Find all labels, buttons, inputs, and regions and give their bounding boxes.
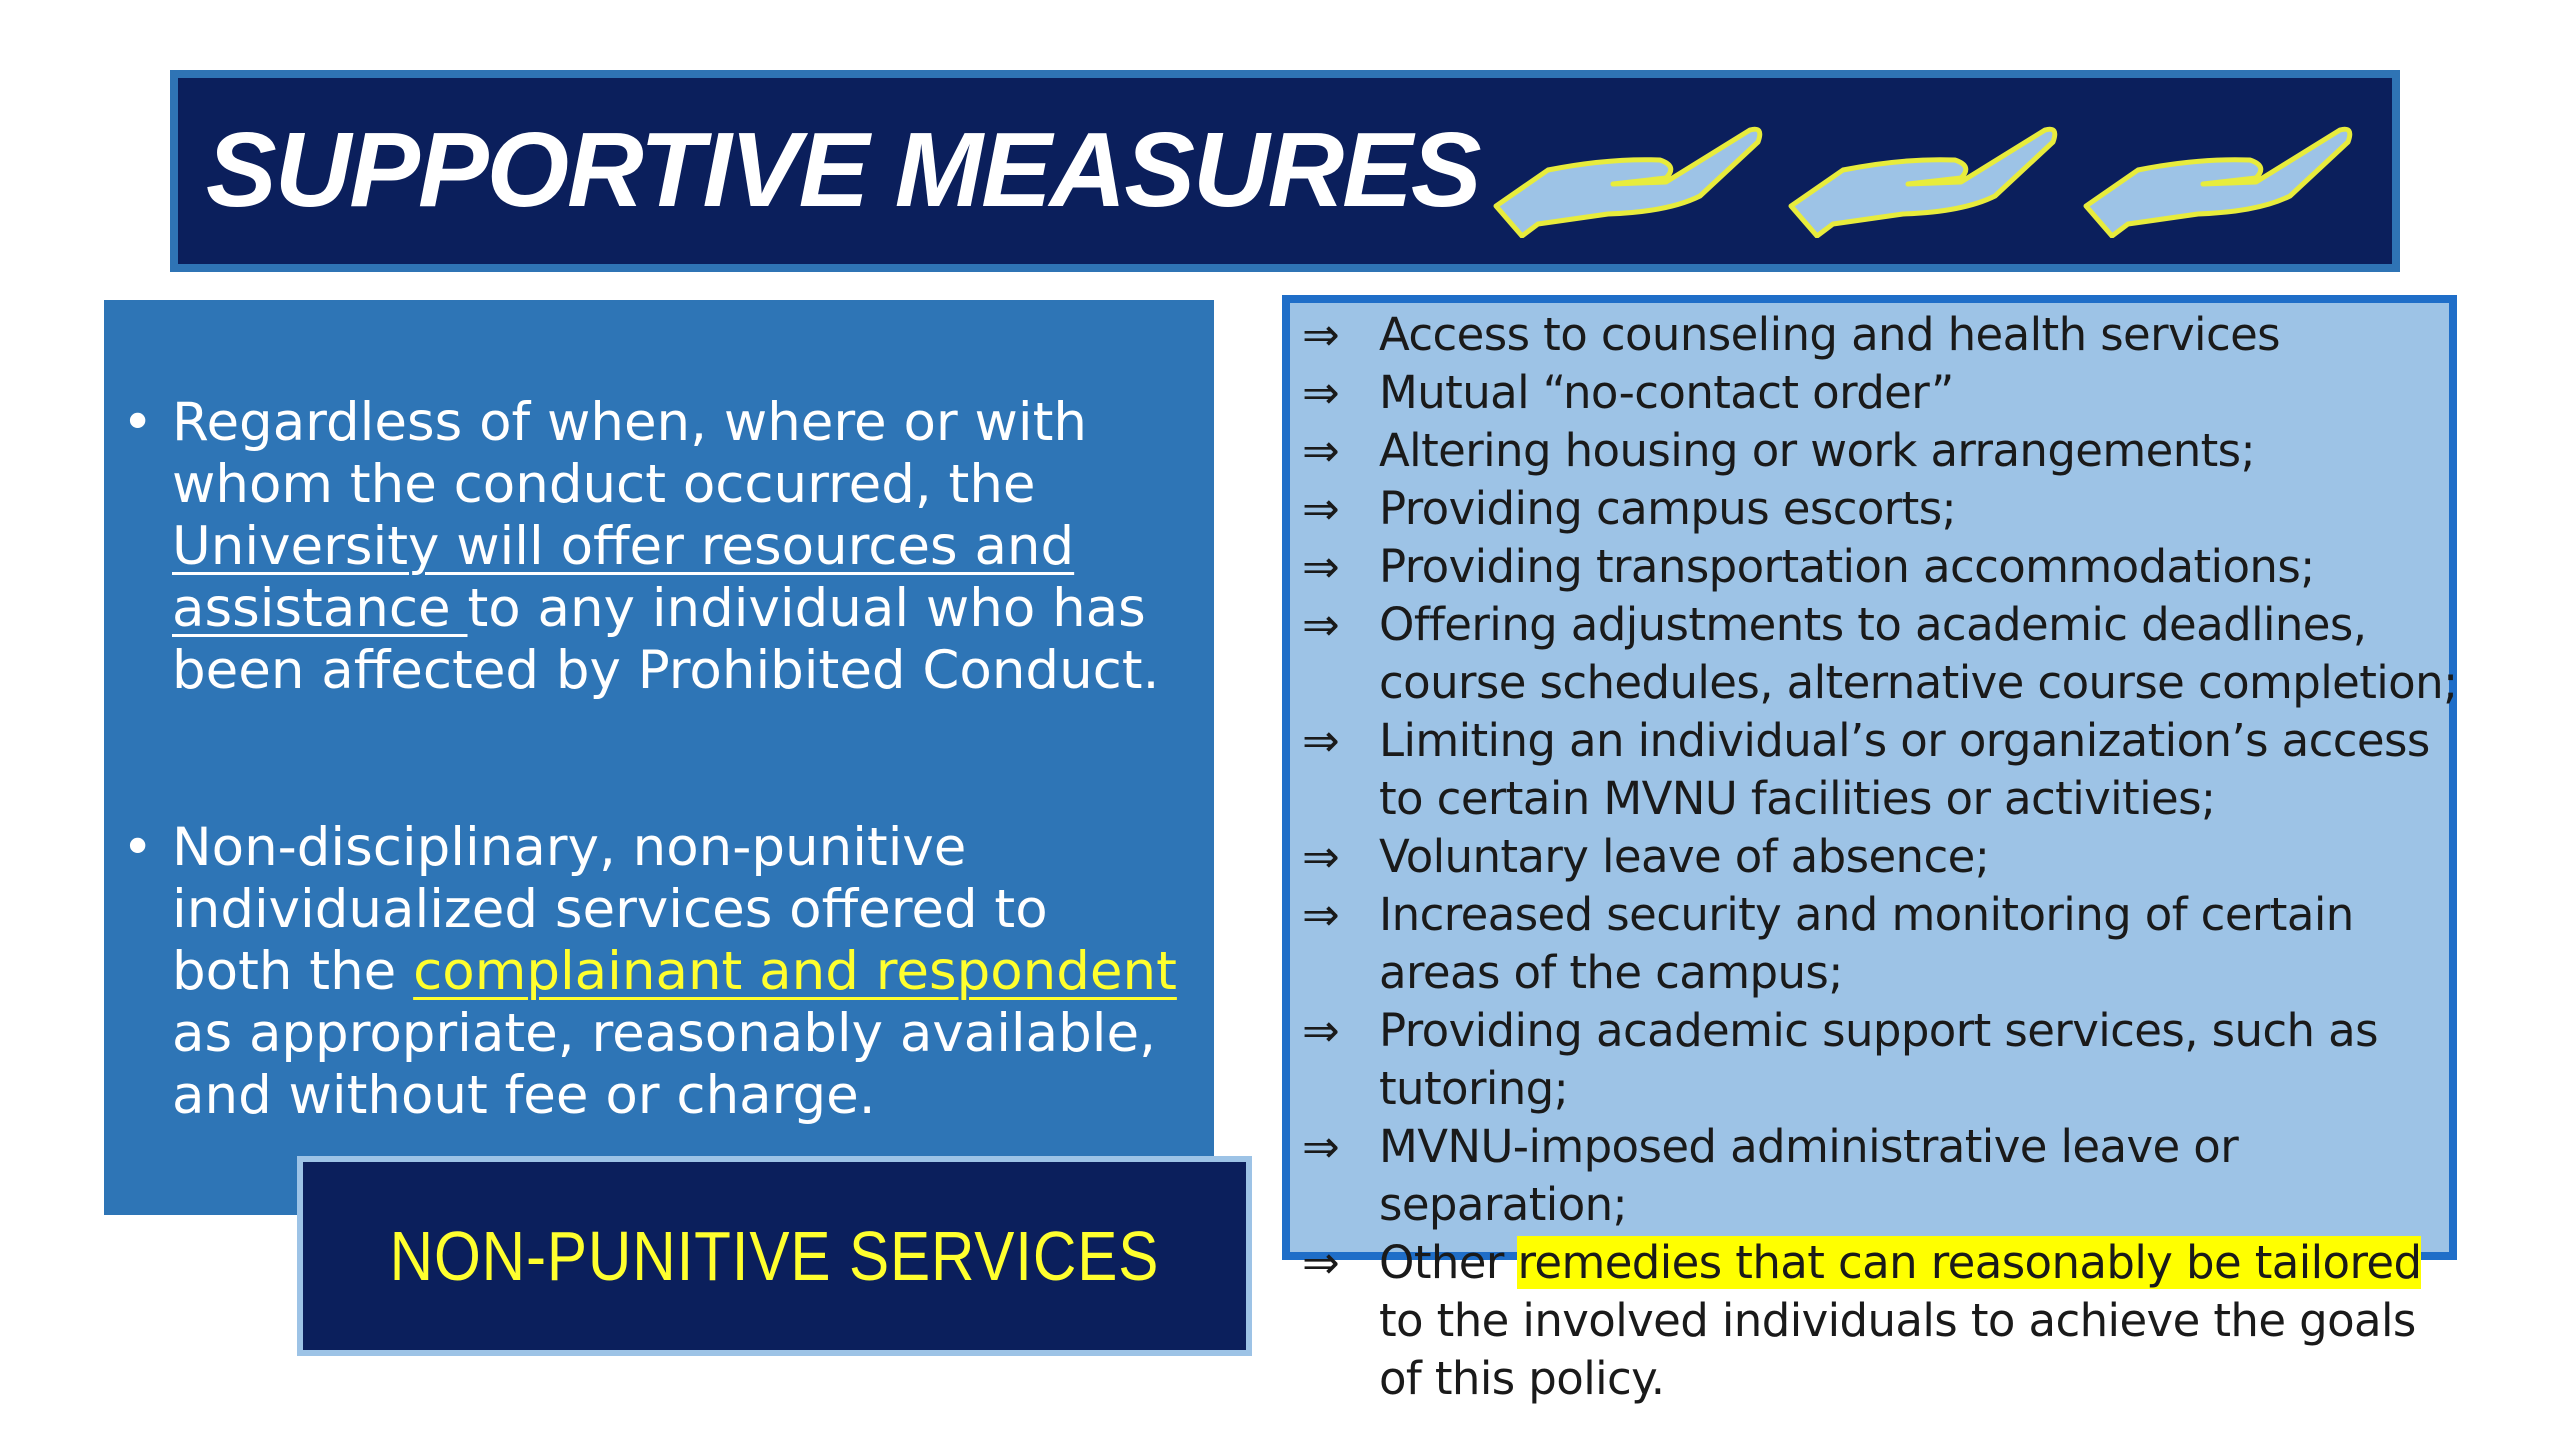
bullet-resources: [104, 392, 1214, 702]
bullet-dot: •: [122, 392, 154, 453]
measures-list: [1302, 306, 2462, 1408]
list-item: [1302, 364, 2462, 422]
arrow-icon: ⇒: [1302, 366, 1340, 419]
list-item: [1302, 538, 2462, 596]
open-hand-icon: [2078, 118, 2358, 238]
list-item: [1302, 712, 2462, 828]
arrow-icon: ⇒: [1302, 598, 1340, 651]
list-item: [1302, 422, 2462, 480]
list-item: [1302, 1002, 2462, 1118]
list-item-text: Increased security and monitoring of certain areas of the campus;: [1379, 888, 2354, 999]
bullet-dot: •: [122, 817, 154, 878]
bullet-non-disciplinary: [104, 817, 1214, 1127]
list-item-text: Mutual “no-contact order”: [1379, 366, 1954, 419]
open-hand-icon: [1488, 118, 1768, 238]
list-item-text: Voluntary leave of absence;: [1379, 830, 1990, 883]
slide-title: SUPPORTIVE MEASURES: [206, 111, 1480, 229]
list-item: [1302, 596, 2462, 712]
arrow-icon: ⇒: [1302, 714, 1340, 767]
bullet-text: Non-disciplinary, non-punitive individualized services offered to both the: [172, 817, 1048, 1002]
list-item: [1302, 306, 2462, 364]
highlighted-text: remedies that can reasonably be tailored: [1517, 1236, 2422, 1289]
list-item-text: Limiting an individual’s or organization’s access to certain MVNU facilities or activities;: [1379, 714, 2430, 825]
arrow-icon: ⇒: [1302, 1236, 1340, 1289]
arrow-icon: ⇒: [1302, 482, 1340, 535]
arrow-icon: ⇒: [1302, 830, 1340, 883]
list-item-text: Altering housing or work arrangements;: [1379, 424, 2256, 477]
list-item: [1302, 1234, 2462, 1408]
arrow-icon: ⇒: [1302, 1004, 1340, 1057]
arrow-icon: ⇒: [1302, 888, 1340, 941]
non-punitive-label-box: [297, 1156, 1252, 1356]
non-punitive-label: NON-PUNITIVE SERVICES: [389, 1217, 1160, 1295]
list-item-text: Providing academic support services, such as tutoring;: [1379, 1004, 2378, 1115]
underlined-text: complainant and respondent: [413, 941, 1177, 1002]
list-item-text: Access to counseling and health services: [1379, 308, 2281, 361]
list-item: [1302, 828, 2462, 886]
list-item-text: Providing transportation accommodations;: [1379, 540, 2315, 593]
underlined-text: University will offer resources and assistance: [172, 516, 1075, 639]
description-panel: [104, 300, 1214, 1215]
list-item: [1302, 886, 2462, 1002]
list-item: [1302, 480, 2462, 538]
title-banner: [170, 70, 2400, 272]
list-item-text: Offering adjustments to academic deadlines, course schedules, alternative course completion;: [1379, 598, 2458, 709]
open-hand-icon: [1783, 118, 2063, 238]
bullet-text: Regardless of when, where or with whom the conduct occurred, the: [172, 392, 1087, 515]
arrow-icon: ⇒: [1302, 1120, 1340, 1173]
list-item: [1302, 1118, 2462, 1234]
arrow-icon: ⇒: [1302, 540, 1340, 593]
list-item-text: to the involved individuals to achieve the goals of this policy.: [1379, 1294, 2416, 1405]
arrow-icon: ⇒: [1302, 308, 1340, 361]
list-item-text: Other: [1379, 1236, 1518, 1289]
list-item-text: Providing campus escorts;: [1379, 482, 1957, 535]
bullet-text: as appropriate, reasonably available, and without fee or charge.: [172, 1003, 1156, 1126]
bullet-text: to any individual who has been affected by Prohibited Conduct.: [172, 578, 1160, 701]
list-item-text: MVNU-imposed administrative leave or separation;: [1379, 1120, 2239, 1231]
arrow-icon: ⇒: [1302, 424, 1340, 477]
